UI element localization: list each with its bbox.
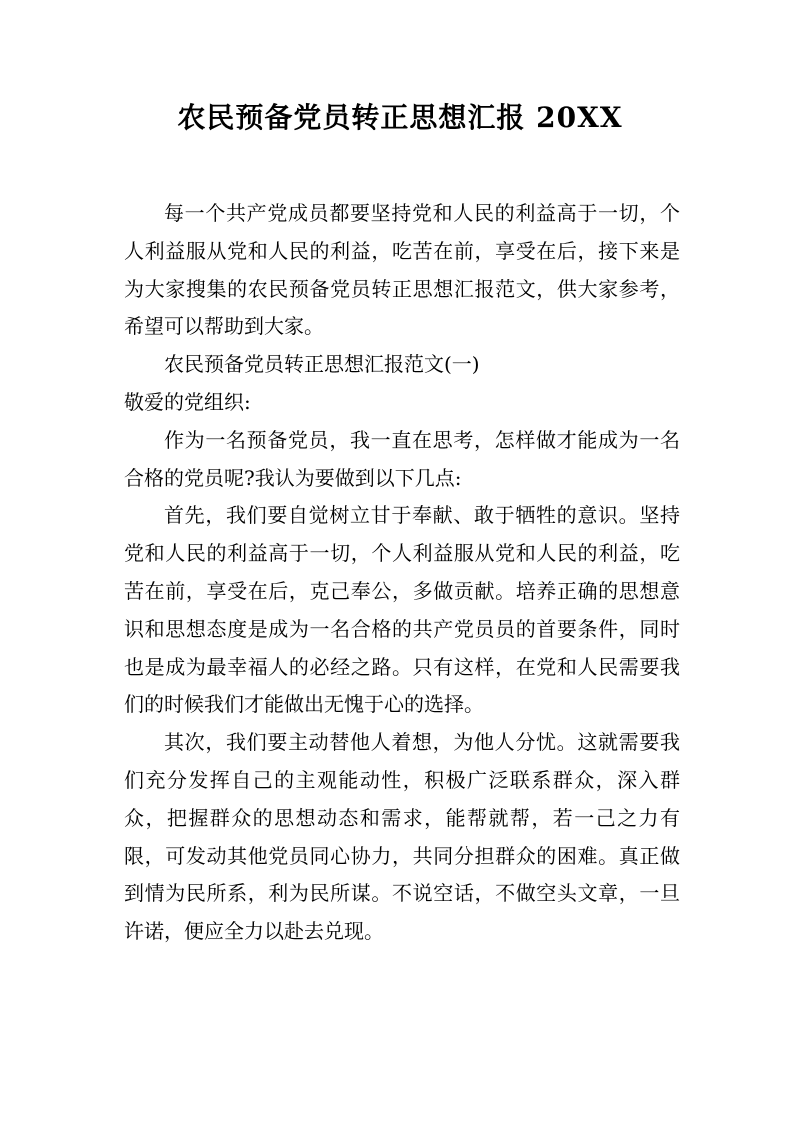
document-title: 农民预备党员转正思想汇报 20XX <box>177 101 623 134</box>
body-paragraph: 其次，我们要主动替他人着想，为他人分忧。这就需要我们充分发挥自己的主观能动性，积极广泛联系群众，深入群众，把握群众的思想动态和需求，能帮就帮，若一己之力有限，可发动其他党员同心协力，共同分担群众的困难。真正做到情为民所系，利为民所谋。不说空话，不做空头文章，一旦许诺，便应全力以赴去兑现。 <box>124 730 680 944</box>
document-body <box>124 195 680 951</box>
body-paragraph: 作为一名预备党员，我一直在思考，怎样做才能成为一名合格的党员呢?我认为要做到以下几点: <box>124 427 680 490</box>
salutation: 敬爱的党组织: <box>124 389 251 414</box>
section-heading: 农民预备党员转正思想汇报范文(一) <box>164 352 480 377</box>
intro-paragraph: 每一个共产党成员都要坚持党和人民的利益高于一切，个人利益服从党和人民的利益，吃苦在前，享受在后，接下来是为大家搜集的农民预备党员转正思想汇报范文，供大家参考，希望可以帮助到大家。 <box>124 201 680 339</box>
body-paragraph: 首先，我们要自觉树立甘于奉献、敢于牺牲的意识。坚持党和人民的利益高于一切，个人利益服从党和人民的利益，吃苦在前，享受在后，克己奉公，多做贡献。培养正确的思想意识和思想态度是成为一名合格的共产党员员的首要条件，同时也是成为最幸福人的必经之路。只有这样，在党和人民需要我们的时候我们才能做出无愧于心的选择。 <box>124 503 680 717</box>
